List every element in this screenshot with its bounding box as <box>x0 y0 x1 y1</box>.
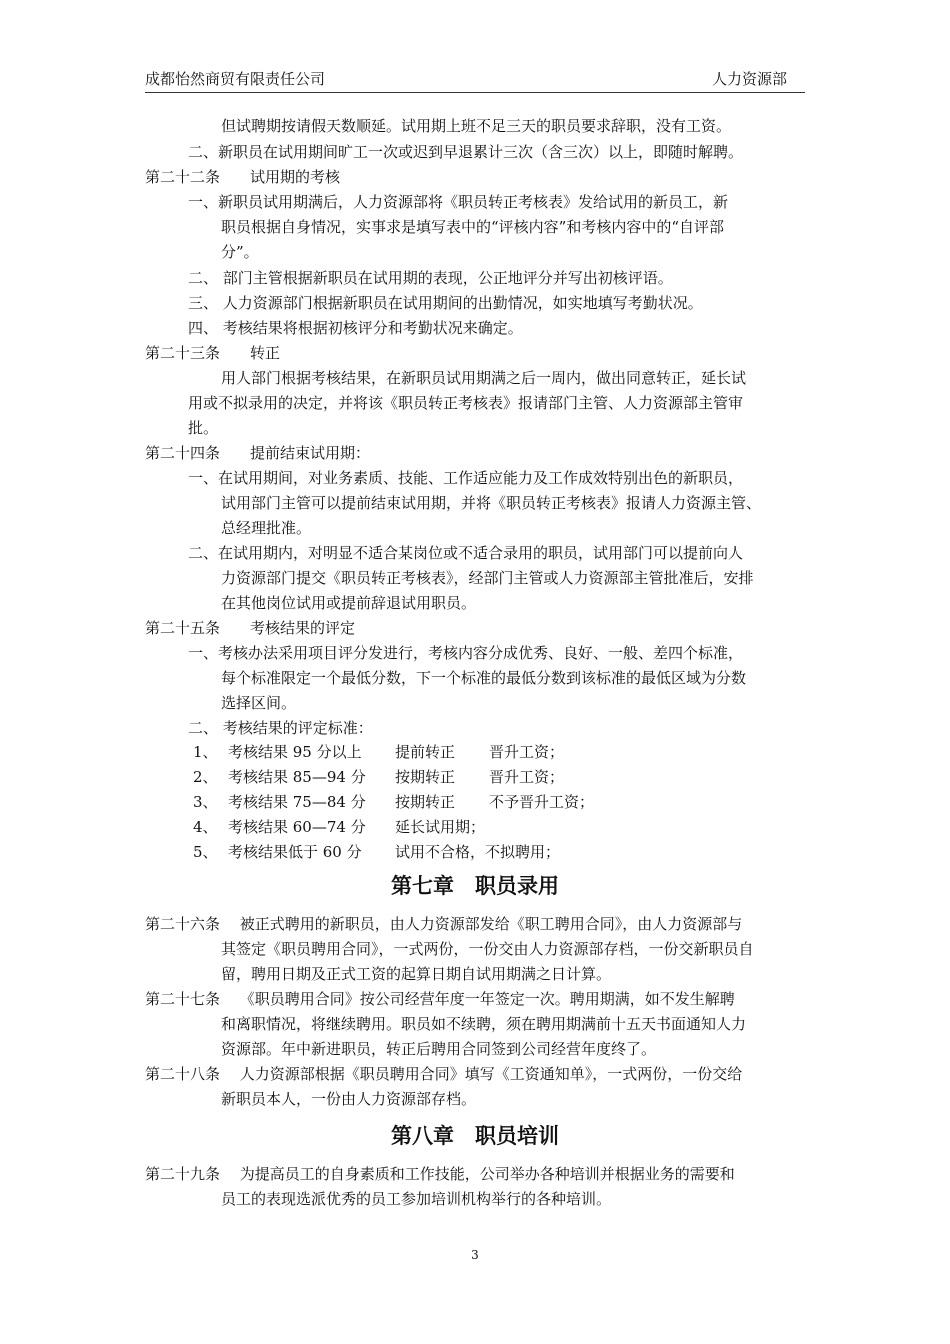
criteria-salary: 晋升工资； <box>489 743 565 761</box>
criteria-action: 按期转正 <box>395 768 456 786</box>
text-line: 总经理批准。 <box>221 519 312 537</box>
article-heading: 第二十四条 提前结束试用期： <box>145 444 371 462</box>
text-line: 用人部门根据考核结果，在新职员试用期满之后一周内，做出同意转正，延长试 <box>221 369 747 387</box>
text-line: 新职员本人，一份由人力资源部存档。 <box>221 1090 477 1108</box>
text-line: 二、新职员在试用期间旷工一次或迟到早退累计三次（含三次）以上，即随时解聘。 <box>188 143 744 161</box>
article-heading: 第二十二条 试用期的考核 <box>145 168 341 186</box>
text-line: 一、新职员试用期满后，人力资源部将《职员转正考核表》发给试用的新员工，新 <box>188 193 729 211</box>
article-heading: 第二十八条 人力资源部根据《职员聘用合同》填写《工资通知单》，一式两份，一份交给 <box>145 1065 743 1083</box>
article-heading: 第二十三条 转正 <box>145 344 281 362</box>
criteria-action: 试用不合格，不拟聘用； <box>395 843 561 861</box>
text-line: 二、 部门主管根据新职员在试用期的表现，公正地评分并写出初核评语。 <box>188 269 673 287</box>
text-line: 批。 <box>188 419 219 437</box>
text-line: 四、 考核结果将根据初核评分和考勤状况来确定。 <box>188 319 523 337</box>
text-line: 和离职情况，将继续聘用。职员如不续聘，须在聘用期满前十五天书面通知人力 <box>221 1015 747 1033</box>
chapter-title: 第七章 职员录用 <box>391 874 559 898</box>
criteria-action: 提前转正 <box>395 743 456 761</box>
text-line: 二、 考核结果的评定标准： <box>188 719 373 737</box>
text-line: 力资源部门提交《职员转正考核表》，经部门主管或人力资源部主管批准后，安排 <box>221 569 754 587</box>
chapter-title: 第八章 职员培训 <box>391 1124 559 1148</box>
text-line: 分”。 <box>221 243 259 261</box>
text-line: 选择区间。 <box>221 694 297 712</box>
article-heading: 第二十七条 《职员聘用合同》按公司经营年度一年签定一次。聘用期满，如不发生解聘 <box>145 990 735 1008</box>
criteria-number: 4、 <box>193 818 218 836</box>
criteria-action: 按期转正 <box>395 793 456 811</box>
page-header <box>145 66 805 93</box>
criteria-number: 3、 <box>193 793 218 811</box>
criteria-action: 延长试用期； <box>395 818 486 836</box>
criteria-score: 考核结果 75—84 分 <box>228 793 366 811</box>
article-heading: 第二十五条 考核结果的评定 <box>145 619 356 637</box>
article-heading: 第二十九条 为提高员工的自身素质和工作技能，公司举办各种培训并根据业务的需要和 <box>145 1165 735 1183</box>
page-number: 3 <box>471 1248 479 1262</box>
article-heading: 第二十六条 被正式聘用的新职员，由人力资源部发给《职工聘用合同》，由人力资源部与 <box>145 915 743 933</box>
text-line: 二、在试用期内，对明显不适合某岗位或不适合录用的职员，试用部门可以提前向人 <box>188 544 744 562</box>
text-line: 留，聘用日期及正式工资的起算日期自试用期满之日计算。 <box>221 965 612 983</box>
text-line: 每个标准限定一个最低分数，下一个标准的最低分数到该标准的最低区域为分数 <box>221 669 747 687</box>
header-department: 人力资源部 <box>711 70 787 88</box>
text-line: 用或不拟录用的决定，并将该《职员转正考核表》报请部门主管、人力资源部主管审 <box>188 394 744 412</box>
text-line: 三、 人力资源部门根据新职员在试用期间的出勤情况，如实地填写考勤状况。 <box>188 294 703 312</box>
criteria-number: 5、 <box>193 843 218 861</box>
text-line: 资源部。年中新进职员，转正后聘用合同签到公司经营年度终了。 <box>221 1040 657 1058</box>
text-line: 一、考核办法采用项目评分发进行，考核内容分成优秀、良好、一般、差四个标准， <box>188 644 744 662</box>
criteria-score: 考核结果低于 60 分 <box>228 843 362 861</box>
text-line: 员工的表现选派优秀的员工参加培训机构举行的各种培训。 <box>221 1190 612 1208</box>
criteria-number: 2、 <box>193 768 218 786</box>
text-line: 职员根据自身情况，实事求是填写表中的“评核内容”和考核内容中的“自评部 <box>221 218 725 236</box>
criteria-score: 考核结果 60—74 分 <box>228 818 366 836</box>
criteria-number: 1、 <box>193 743 218 761</box>
header-company: 成都怡然商贸有限责任公司 <box>145 70 326 88</box>
criteria-score: 考核结果 95 分以上 <box>228 743 362 761</box>
text-line: 但试聘期按请假天数顺延。试用期上班不足三天的职员要求辞职，没有工资。 <box>221 117 732 135</box>
text-line: 其签定《职员聘用合同》，一式两份，一份交由人力资源部存档，一份交新职员自 <box>221 940 754 958</box>
criteria-salary: 不予晋升工资； <box>489 793 595 811</box>
criteria-salary: 晋升工资； <box>489 768 565 786</box>
criteria-score: 考核结果 85—94 分 <box>228 768 366 786</box>
text-line: 一、在试用期间，对业务素质、技能、工作适应能力及工作成效特别出色的新职员， <box>188 469 744 487</box>
text-line: 在其他岗位试用或提前辞退试用职员。 <box>221 594 477 612</box>
text-line: 试用部门主管可以提前结束试用期，并将《职员转正考核表》报请人力资源主管、 <box>221 494 762 512</box>
